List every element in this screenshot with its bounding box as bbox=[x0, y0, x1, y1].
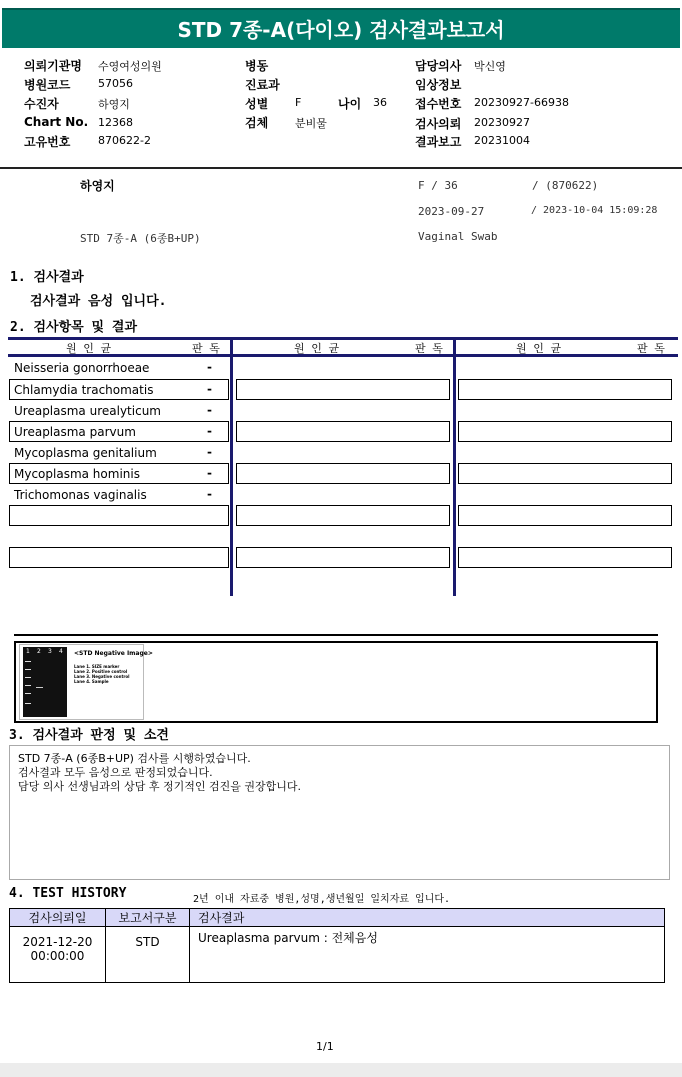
header-value-chart-no: 12368 bbox=[98, 116, 133, 129]
section2-title: 2. 검사항목 및 결과 bbox=[10, 320, 138, 335]
gel-band bbox=[25, 677, 31, 678]
gel-lane-label: 4 bbox=[59, 648, 63, 655]
pathogen-name: Mycoplasma hominis bbox=[14, 467, 140, 481]
gel-legend-line: Lane 3. Negative control bbox=[74, 674, 130, 679]
results-table-divider-1 bbox=[230, 337, 233, 596]
result-row-box-empty bbox=[458, 505, 672, 526]
gel-lane-label: 1 bbox=[26, 648, 30, 655]
pathogen-result: - bbox=[207, 382, 212, 396]
header-label-sex: 성별 bbox=[245, 97, 269, 111]
header-label-age: 나이 bbox=[338, 97, 362, 111]
result-row-box-empty bbox=[9, 547, 229, 568]
history-time: 00:00:00 bbox=[30, 949, 85, 963]
result-row-box-empty bbox=[458, 379, 672, 400]
patient-sex-age: F / 36 bbox=[418, 179, 458, 192]
history-col-report-type: 보고서구분 bbox=[106, 909, 190, 927]
patient-specimen: Vaginal Swab bbox=[418, 230, 498, 243]
gel-legend-line: Lane 4. Sample bbox=[74, 679, 109, 684]
header-value-age: 36 bbox=[373, 96, 387, 109]
header-label-institution: 의뢰기관명 bbox=[24, 59, 82, 73]
header-label-chart-no: Chart No. bbox=[24, 115, 89, 129]
result-row-box-empty bbox=[458, 547, 672, 568]
pathogen-result: - bbox=[207, 403, 212, 417]
gel-image-thumbnail bbox=[19, 644, 153, 720]
pathogen-name: Ureaplasma parvum bbox=[14, 425, 136, 439]
history-cell-type: STD bbox=[106, 927, 190, 983]
header-label-receipt-no: 접수번호 bbox=[415, 97, 462, 111]
pathogen-name: Trichomonas vaginalis bbox=[14, 488, 147, 502]
pathogen-name: Chlamydia trachomatis bbox=[14, 383, 154, 397]
result-row-box-empty bbox=[236, 379, 450, 400]
gel-band bbox=[25, 693, 31, 694]
pathogen-result: - bbox=[207, 487, 212, 501]
opinion-line: 담당 의사 선생님과의 상담 후 정기적인 검진을 권장합니다. bbox=[18, 780, 301, 793]
gel-band bbox=[25, 685, 31, 686]
gel-photo bbox=[23, 647, 67, 717]
gel-band bbox=[25, 703, 31, 704]
header-value-sex: F bbox=[295, 96, 302, 109]
patient-request-date: 2023-09-27 bbox=[418, 205, 485, 218]
header-value-patient: 하영지 bbox=[98, 98, 130, 111]
pathogen-result: - bbox=[207, 445, 212, 459]
gel-legend-line: Lane 2. Positive control bbox=[74, 669, 128, 674]
result-row-box-empty bbox=[236, 421, 450, 442]
header-label-ward: 병동 bbox=[245, 59, 269, 73]
opinion-line: STD 7종-A (6종B+UP) 검사를 시행하였습니다. bbox=[18, 752, 251, 765]
header-value-hospital-code: 57056 bbox=[98, 77, 133, 90]
header-label-hospital-code: 병원코드 bbox=[24, 78, 71, 92]
history-cell-result: Ureaplasma parvum : 전체음성 bbox=[190, 927, 665, 983]
gel-band bbox=[25, 661, 31, 662]
result-row-box-empty bbox=[458, 421, 672, 442]
gel-lane-label: 2 bbox=[37, 648, 41, 655]
header-label-department: 진료과 bbox=[245, 78, 280, 92]
history-col-result: 검사결과 bbox=[190, 909, 665, 927]
history-note: 2년 이내 자료중 병원,성명,생년월일 일치자료 입니다. bbox=[193, 894, 451, 905]
result-row-box-empty bbox=[236, 463, 450, 484]
header-value-unique-no: 870622-2 bbox=[98, 134, 151, 147]
section4-title: 4. TEST HISTORY bbox=[9, 886, 127, 901]
gel-band bbox=[25, 669, 31, 670]
page-bottom-margin bbox=[0, 1063, 682, 1077]
header-label-clinical-info: 임상정보 bbox=[415, 78, 462, 92]
pathogen-result: - bbox=[207, 424, 212, 438]
patient-report-datetime: / 2023-10-04 15:09:28 bbox=[531, 205, 658, 216]
header-value-doctor: 박신영 bbox=[474, 60, 506, 73]
result-row-box-empty bbox=[9, 505, 229, 526]
pathogen-result: - bbox=[207, 360, 212, 374]
section1-summary: 검사결과 음성 입니다. bbox=[30, 294, 167, 309]
patient-name: 하영지 bbox=[80, 179, 115, 193]
header-label-request-date: 검사의뢰 bbox=[415, 117, 462, 131]
section1-title: 1. 검사결과 bbox=[10, 270, 84, 285]
header-label-patient: 수진자 bbox=[24, 97, 59, 111]
gel-section-rule bbox=[14, 634, 658, 636]
result-row-box-empty bbox=[458, 463, 672, 484]
pathogen-result: - bbox=[207, 466, 212, 480]
header-label-specimen: 검체 bbox=[245, 116, 269, 130]
gel-caption-title: <STD Negative Image> bbox=[74, 650, 153, 657]
col-header-result-1: 판 독 bbox=[192, 342, 220, 355]
history-date: 2021-12-20 bbox=[22, 935, 93, 949]
pathogen-name: Ureaplasma urealyticum bbox=[14, 404, 161, 418]
header-value-receipt-no: 20230927-66938 bbox=[474, 96, 569, 109]
header-value-report-date: 20231004 bbox=[474, 134, 530, 147]
opinion-line: 검사결과 모두 음성으로 판정되었습니다. bbox=[18, 766, 213, 779]
col-header-pathogen-2: 원 인 균 bbox=[294, 342, 340, 355]
col-header-pathogen-3: 원 인 균 bbox=[516, 342, 562, 355]
header-label-doctor: 담당의사 bbox=[415, 59, 462, 73]
col-header-result-3: 판 독 bbox=[637, 342, 665, 355]
section3-title: 3. 검사결과 판정 및 소견 bbox=[9, 728, 169, 743]
report-title: STD 7종-A(다이오) 검사결과보고서 bbox=[2, 8, 680, 48]
header-value-request-date: 20230927 bbox=[474, 116, 530, 129]
history-table bbox=[9, 908, 665, 983]
col-header-pathogen-1: 원 인 균 bbox=[66, 342, 112, 355]
header-value-specimen: 분비물 bbox=[295, 117, 327, 130]
page-number: 1/1 bbox=[316, 1040, 334, 1053]
gel-lane-label: 3 bbox=[48, 648, 52, 655]
result-row-box-empty bbox=[236, 505, 450, 526]
result-row-box-empty bbox=[236, 547, 450, 568]
opinion-box bbox=[9, 745, 670, 880]
patient-test-name: STD 7종-A (6종B+UP) bbox=[80, 232, 201, 245]
header-label-unique-no: 고유번호 bbox=[24, 135, 71, 149]
header-value-institution: 수영여성의원 bbox=[98, 60, 162, 73]
table-row bbox=[10, 927, 665, 983]
history-cell-date bbox=[10, 927, 106, 983]
pathogen-name: Mycoplasma genitalium bbox=[14, 446, 157, 460]
history-col-request-date: 검사의뢰일 bbox=[10, 909, 106, 927]
patient-id: / (870622) bbox=[532, 179, 599, 192]
results-table-divider-2 bbox=[453, 337, 456, 596]
header-divider bbox=[0, 167, 682, 169]
gel-band bbox=[36, 687, 43, 688]
col-header-result-2: 판 독 bbox=[415, 342, 443, 355]
pathogen-name: Neisseria gonorrhoeae bbox=[14, 361, 150, 375]
header-label-report-date: 결과보고 bbox=[415, 135, 462, 149]
gel-legend-line: Lane 1. SIZE marker bbox=[74, 664, 120, 669]
